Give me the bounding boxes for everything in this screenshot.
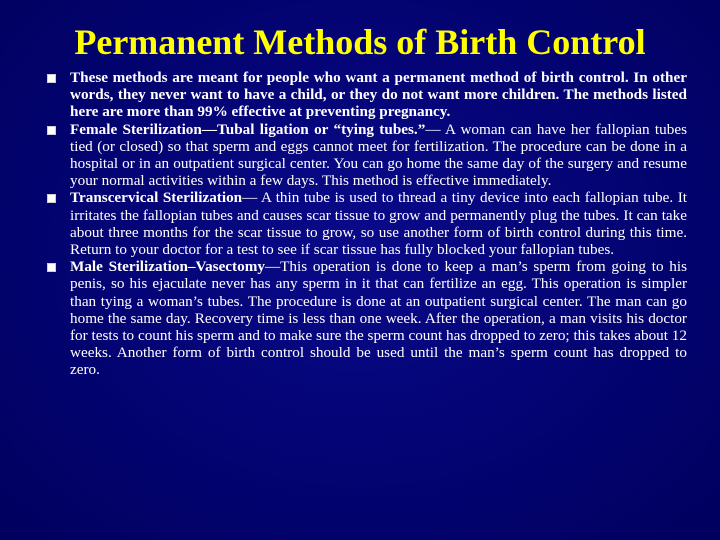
square-bullet-icon xyxy=(47,263,56,272)
bullet-item-intro xyxy=(47,69,687,121)
bullet-lead: Transcervical Sterilization xyxy=(70,189,243,207)
bullet-item-transcervical-sterilization xyxy=(47,189,687,258)
square-bullet-icon xyxy=(47,126,56,135)
square-bullet-icon xyxy=(47,74,56,83)
square-bullet-icon xyxy=(47,194,56,203)
bullet-lead: Female Sterilization—Tubal ligation or “tying tubes.” xyxy=(70,120,426,138)
bullet-item-male-sterilization xyxy=(47,258,687,378)
bullet-item-female-sterilization xyxy=(47,121,687,190)
bullet-text: — A thin tube is used to thread a tiny device into each fallopian tube. It irritates the fallopian tubes and causes scar tissue to grow and permanently plug the tubes. It can take about three months for the scar tissue to grow, so use another form of birth control during this time. Return to your doctor for a test to see if scar tissue has fully blocked your fallopian tubes. xyxy=(70,189,687,259)
bullet-text: These methods are meant for people who want a permanent method of birth control. In other words, they never want to have a child, or they do not want more children. The methods listed here are more than 99% effective at preventing pregnancy. xyxy=(70,69,687,121)
slide-title: Permanent Methods of Birth Control xyxy=(74,22,646,62)
bullet-lead: Male Sterilization–Vasectomy xyxy=(70,258,265,276)
bullet-text: —This operation is done to keep a man’s sperm from going to his penis, so his ejaculate never has any sperm in it that can fertilize an egg. This operation is simpler than tying a woman’s tubes. The procedure is done at an outpatient surgical center. The man can go home the same day. Recovery time is less than one week. After the operation, a man visits his doctor for tests to count his sperm and to make sure the sperm count has dropped to zero; this takes about 12 weeks. Another form of birth control should be used until the man’s sperm count has dropped to zero. xyxy=(70,258,687,379)
bullet-text: — A woman can have her fallopian tubes tied (or closed) so that sperm and eggs cannot meet for fertilization. The procedure can be done in a hospital or in an outpatient surgical center. You can go home the same day of the surgery and resume your normal activities within a few days. This method is effective immediately. xyxy=(70,120,687,190)
bullet-list xyxy=(47,69,687,379)
